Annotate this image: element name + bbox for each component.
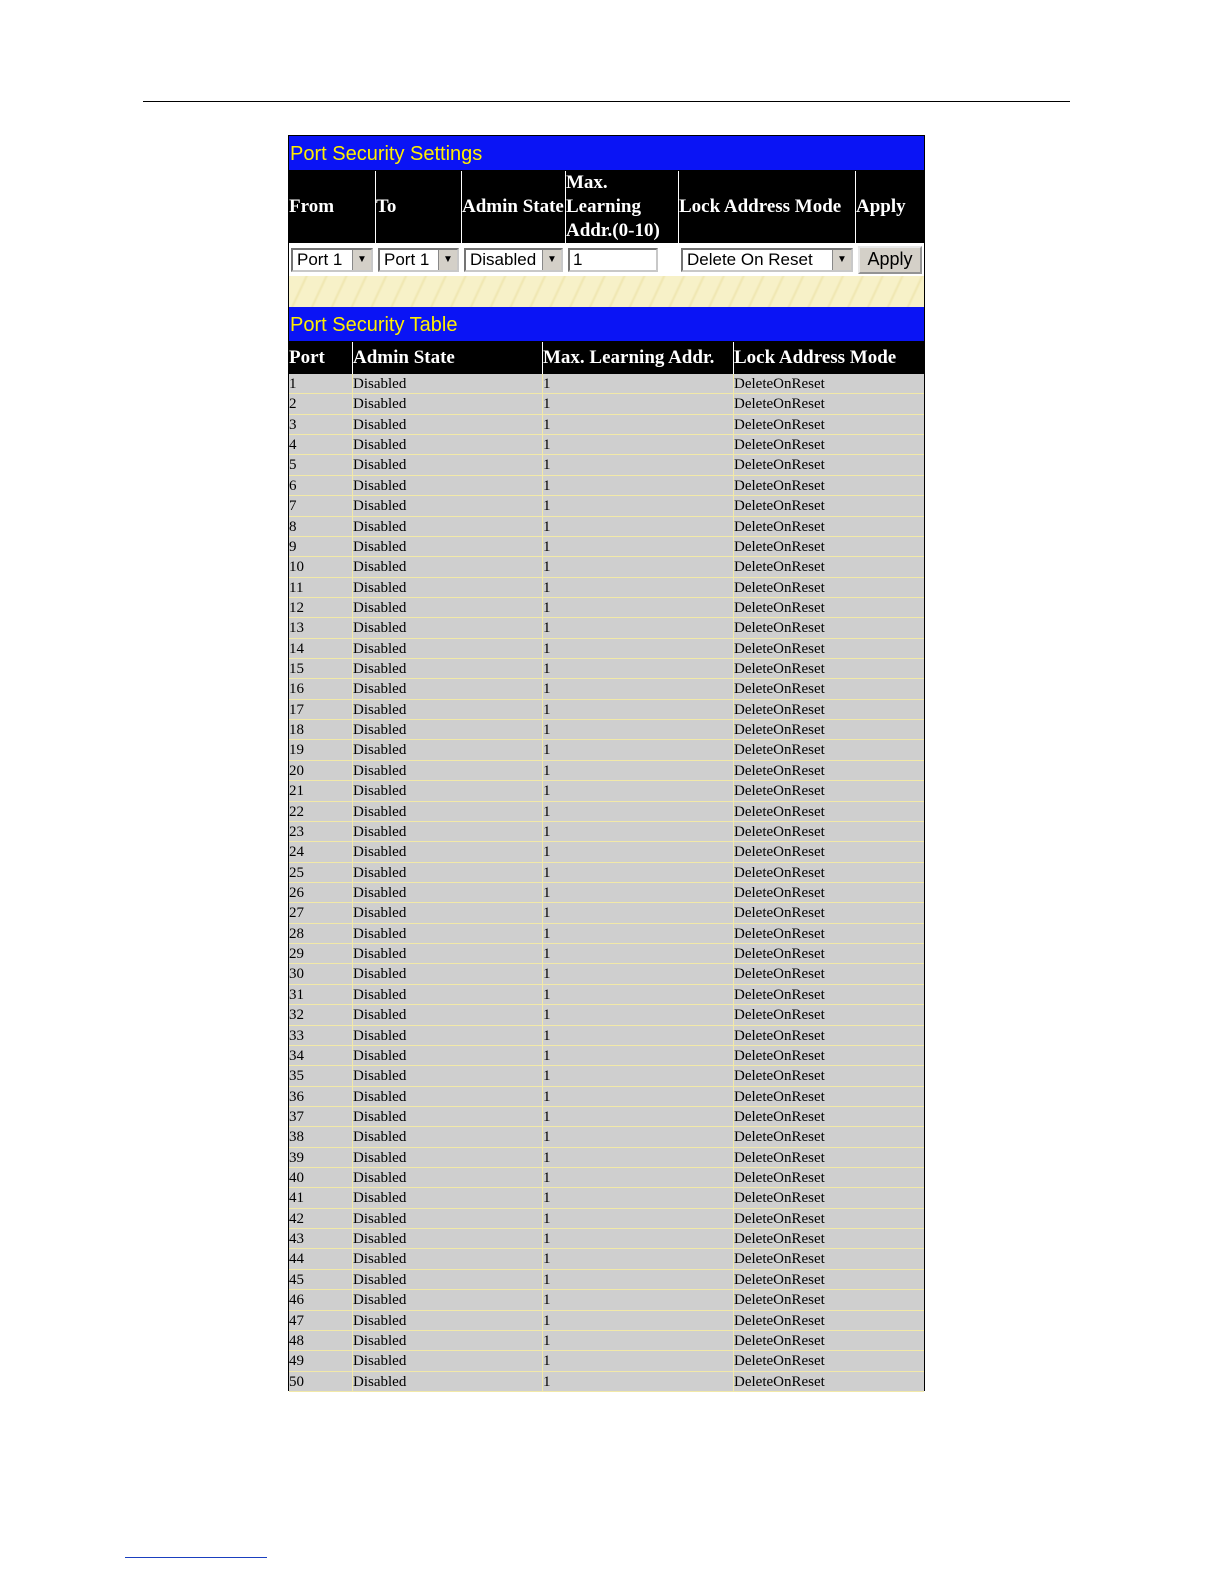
port-cell: 13 bbox=[289, 618, 353, 638]
lock-mode-cell: DeleteOnReset bbox=[734, 496, 924, 516]
from-port-select[interactable] bbox=[291, 248, 373, 272]
max-learning-cell: 1 bbox=[543, 1249, 734, 1269]
admin-state-value: Disabled bbox=[470, 249, 537, 269]
max-learning-cell: 1 bbox=[543, 1107, 734, 1127]
max-learning-cell: 1 bbox=[543, 863, 734, 883]
admin-state-cell: Disabled bbox=[353, 1331, 543, 1351]
table-row bbox=[289, 781, 924, 801]
max-learning-cell: 1 bbox=[543, 1005, 734, 1025]
table-row bbox=[289, 1066, 924, 1086]
to-port-value: Port 1 bbox=[384, 249, 430, 269]
admin-state-cell: Disabled bbox=[353, 1046, 543, 1066]
lock-mode-cell: DeleteOnReset bbox=[734, 1372, 924, 1392]
port-cell: 9 bbox=[289, 537, 353, 557]
lock-mode-cell: DeleteOnReset bbox=[734, 557, 924, 577]
max-learning-cell: 1 bbox=[543, 944, 734, 964]
lock-mode-cell: DeleteOnReset bbox=[734, 903, 924, 923]
max-learning-cell: 1 bbox=[543, 903, 734, 923]
admin-state-cell: Disabled bbox=[353, 1188, 543, 1208]
lock-mode-cell: DeleteOnReset bbox=[734, 1046, 924, 1066]
table-row bbox=[289, 1290, 924, 1310]
table-row bbox=[289, 496, 924, 516]
max-learning-cell: 1 bbox=[543, 455, 734, 475]
admin-state-cell: Disabled bbox=[353, 537, 543, 557]
lock-mode-cell: DeleteOnReset bbox=[734, 659, 924, 679]
port-header: Port bbox=[289, 342, 353, 374]
max-learning-cell: 1 bbox=[543, 537, 734, 557]
table-row bbox=[289, 903, 924, 923]
admin-state-cell: Disabled bbox=[353, 842, 543, 862]
admin-state-cell: Disabled bbox=[353, 1168, 543, 1188]
admin-state-cell: Disabled bbox=[353, 700, 543, 720]
lock-mode-cell: DeleteOnReset bbox=[734, 455, 924, 475]
admin-state-cell: Disabled bbox=[353, 598, 543, 618]
max-learning-cell: 1 bbox=[543, 374, 734, 394]
port-cell: 25 bbox=[289, 863, 353, 883]
admin-state-cell: Disabled bbox=[353, 802, 543, 822]
table-row bbox=[289, 1209, 924, 1229]
from-header: From bbox=[289, 171, 376, 243]
port-cell: 12 bbox=[289, 598, 353, 618]
lock-mode-cell: DeleteOnReset bbox=[734, 924, 924, 944]
admin-state-cell: Disabled bbox=[353, 476, 543, 496]
admin-state-cell: Disabled bbox=[353, 1290, 543, 1310]
table-row bbox=[289, 1046, 924, 1066]
to-header: To bbox=[376, 171, 462, 243]
lock-mode-cell: DeleteOnReset bbox=[734, 415, 924, 435]
port-cell: 39 bbox=[289, 1148, 353, 1168]
table-row bbox=[289, 822, 924, 842]
port-cell: 28 bbox=[289, 924, 353, 944]
max-learning-cell: 1 bbox=[543, 1026, 734, 1046]
port-cell: 49 bbox=[289, 1351, 353, 1371]
lock-mode-cell: DeleteOnReset bbox=[734, 1229, 924, 1249]
max-learning-cell: 1 bbox=[543, 1188, 734, 1208]
max-learning-cell: 1 bbox=[543, 639, 734, 659]
lock-mode-cell: DeleteOnReset bbox=[734, 1331, 924, 1351]
max-learning-cell: 1 bbox=[543, 394, 734, 414]
lock-mode-cell: DeleteOnReset bbox=[734, 517, 924, 537]
admin-state-cell: Disabled bbox=[353, 781, 543, 801]
table-row bbox=[289, 1087, 924, 1107]
lock-mode-cell: DeleteOnReset bbox=[734, 1148, 924, 1168]
lock-mode-cell: DeleteOnReset bbox=[734, 374, 924, 394]
port-cell: 33 bbox=[289, 1026, 353, 1046]
admin-state-cell bbox=[462, 248, 566, 272]
port-cell: 48 bbox=[289, 1331, 353, 1351]
port-cell: 7 bbox=[289, 496, 353, 516]
admin-state-cell: Disabled bbox=[353, 1229, 543, 1249]
lock-mode-cell: DeleteOnReset bbox=[734, 639, 924, 659]
port-cell: 43 bbox=[289, 1229, 353, 1249]
chevron-down-icon[interactable]: ▼ bbox=[542, 250, 561, 270]
lock-mode-cell: DeleteOnReset bbox=[734, 476, 924, 496]
lock-mode-value: Delete On Reset bbox=[687, 249, 813, 269]
port-cell: 31 bbox=[289, 985, 353, 1005]
table-row bbox=[289, 1107, 924, 1127]
admin-state-cell: Disabled bbox=[353, 659, 543, 679]
port-security-table-body bbox=[289, 374, 924, 1392]
lock-mode-cell: DeleteOnReset bbox=[734, 842, 924, 862]
max-learning-cell: 1 bbox=[543, 842, 734, 862]
apply-button[interactable]: Apply bbox=[858, 246, 922, 274]
table-row bbox=[289, 1351, 924, 1371]
max-learning-cell: 1 bbox=[543, 720, 734, 740]
port-cell: 27 bbox=[289, 903, 353, 923]
lock-mode-cell: DeleteOnReset bbox=[734, 1005, 924, 1025]
max-learning-cell: 1 bbox=[543, 1066, 734, 1086]
port-cell: 2 bbox=[289, 394, 353, 414]
table-row bbox=[289, 842, 924, 862]
admin-state-cell: Disabled bbox=[353, 435, 543, 455]
lock-mode-cell: DeleteOnReset bbox=[734, 1249, 924, 1269]
admin-state-cell: Disabled bbox=[353, 394, 543, 414]
max-learning-cell: 1 bbox=[543, 1351, 734, 1371]
port-cell: 32 bbox=[289, 1005, 353, 1025]
max-learning-cell: 1 bbox=[543, 1270, 734, 1290]
max-learning-cell: 1 bbox=[543, 476, 734, 496]
port-cell: 47 bbox=[289, 1311, 353, 1331]
port-cell: 36 bbox=[289, 1087, 353, 1107]
admin-state-cell: Disabled bbox=[353, 496, 543, 516]
table-row bbox=[289, 415, 924, 435]
lock-mode-select[interactable] bbox=[681, 248, 853, 272]
header-rule bbox=[143, 101, 1070, 102]
table-row bbox=[289, 700, 924, 720]
table-row bbox=[289, 618, 924, 638]
port-cell: 1 bbox=[289, 374, 353, 394]
admin-state-cell: Disabled bbox=[353, 1087, 543, 1107]
lock-mode-cell: DeleteOnReset bbox=[734, 537, 924, 557]
max-learning-cell: 1 bbox=[543, 822, 734, 842]
max-learning-cell: 1 bbox=[543, 924, 734, 944]
lock-mode-column-header: Lock Address Mode bbox=[734, 347, 897, 368]
max-learning-cell: 1 bbox=[543, 578, 734, 598]
lock-mode-cell: DeleteOnReset bbox=[734, 1066, 924, 1086]
max-learning-cell: 1 bbox=[543, 1148, 734, 1168]
table-row bbox=[289, 883, 924, 903]
lock-mode-cell: DeleteOnReset bbox=[734, 883, 924, 903]
lock-mode-cell: DeleteOnReset bbox=[734, 863, 924, 883]
max-learning-cell: 1 bbox=[543, 761, 734, 781]
admin-state-cell: Disabled bbox=[353, 1209, 543, 1229]
admin-state-cell: Disabled bbox=[353, 924, 543, 944]
table-row bbox=[289, 740, 924, 760]
lock-mode-cell: DeleteOnReset bbox=[734, 578, 924, 598]
table-row bbox=[289, 1229, 924, 1249]
apply-cell bbox=[856, 246, 924, 274]
lock-mode-cell: DeleteOnReset bbox=[734, 618, 924, 638]
admin-state-cell: Disabled bbox=[353, 415, 543, 435]
admin-state-cell: Disabled bbox=[353, 985, 543, 1005]
port-cell: 18 bbox=[289, 720, 353, 740]
lock-mode-cell: DeleteOnReset bbox=[734, 944, 924, 964]
max-learning-cell: 1 bbox=[543, 1127, 734, 1147]
admin-state-cell: Disabled bbox=[353, 1005, 543, 1025]
table-row bbox=[289, 985, 924, 1005]
port-cell: 45 bbox=[289, 1270, 353, 1290]
lock-mode-cell: DeleteOnReset bbox=[734, 802, 924, 822]
port-security-panel bbox=[288, 135, 925, 1391]
admin-state-cell: Disabled bbox=[353, 1148, 543, 1168]
lock-mode-cell: DeleteOnReset bbox=[734, 679, 924, 699]
max-learning-cell: 1 bbox=[543, 740, 734, 760]
table-row bbox=[289, 863, 924, 883]
max-learning-cell: 1 bbox=[543, 1229, 734, 1249]
lock-mode-cell: DeleteOnReset bbox=[734, 1107, 924, 1127]
max-learning-cell: 1 bbox=[543, 517, 734, 537]
admin-state-cell: Disabled bbox=[353, 720, 543, 740]
table-row bbox=[289, 394, 924, 414]
port-cell: 4 bbox=[289, 435, 353, 455]
lock-mode-cell: DeleteOnReset bbox=[734, 1026, 924, 1046]
table-row bbox=[289, 761, 924, 781]
lock-mode-cell: DeleteOnReset bbox=[734, 1311, 924, 1331]
max-learning-cell: 1 bbox=[543, 1168, 734, 1188]
lock-mode-cell: DeleteOnReset bbox=[734, 822, 924, 842]
table-row bbox=[289, 476, 924, 496]
max-learning-cell: 1 bbox=[543, 618, 734, 638]
max-learning-cell: 1 bbox=[543, 1209, 734, 1229]
admin-state-cell: Disabled bbox=[353, 964, 543, 984]
port-cell: 10 bbox=[289, 557, 353, 577]
lock-mode-cell: DeleteOnReset bbox=[734, 1351, 924, 1371]
table-row bbox=[289, 578, 924, 598]
lock-mode-cell: DeleteOnReset bbox=[734, 781, 924, 801]
lock-mode-cell: DeleteOnReset bbox=[734, 985, 924, 1005]
to-cell bbox=[376, 248, 462, 272]
admin-state-cell: Disabled bbox=[353, 1372, 543, 1392]
admin-state-cell: Disabled bbox=[353, 1249, 543, 1269]
port-cell: 16 bbox=[289, 679, 353, 699]
port-cell: 6 bbox=[289, 476, 353, 496]
lock-mode-cell: DeleteOnReset bbox=[734, 394, 924, 414]
port-cell: 40 bbox=[289, 1168, 353, 1188]
table-row bbox=[289, 1372, 924, 1392]
to-port-select[interactable] bbox=[378, 248, 459, 272]
admin-state-cell: Disabled bbox=[353, 679, 543, 699]
admin-state-cell: Disabled bbox=[353, 557, 543, 577]
max-learning-cell: 1 bbox=[543, 679, 734, 699]
settings-header-row bbox=[289, 171, 924, 243]
port-cell: 44 bbox=[289, 1249, 353, 1269]
table-row bbox=[289, 639, 924, 659]
port-cell: 38 bbox=[289, 1127, 353, 1147]
port-cell: 46 bbox=[289, 1290, 353, 1310]
table-row bbox=[289, 1188, 924, 1208]
port-cell: 50 bbox=[289, 1372, 353, 1392]
table-row bbox=[289, 374, 924, 394]
table-row bbox=[289, 1127, 924, 1147]
settings-title: Port Security Settings bbox=[289, 136, 924, 171]
admin-state-cell: Disabled bbox=[353, 1026, 543, 1046]
port-cell: 41 bbox=[289, 1188, 353, 1208]
lock-mode-cell: DeleteOnReset bbox=[734, 1188, 924, 1208]
table-row bbox=[289, 720, 924, 740]
lock-mode-cell: DeleteOnReset bbox=[734, 435, 924, 455]
admin-state-cell: Disabled bbox=[353, 1351, 543, 1371]
table-title: Port Security Table bbox=[289, 307, 924, 342]
lock-mode-cell: DeleteOnReset bbox=[734, 598, 924, 618]
lock-mode-cell: DeleteOnReset bbox=[734, 720, 924, 740]
admin-state-cell: Disabled bbox=[353, 1127, 543, 1147]
table-header-row bbox=[289, 342, 924, 374]
port-cell: 5 bbox=[289, 455, 353, 475]
port-cell: 21 bbox=[289, 781, 353, 801]
admin-state-cell: Disabled bbox=[353, 639, 543, 659]
admin-state-cell: Disabled bbox=[353, 740, 543, 760]
table-row bbox=[289, 537, 924, 557]
table-row bbox=[289, 455, 924, 475]
max-learning-header: Max. Learning Addr.(0-10) bbox=[566, 171, 679, 243]
admin-state-cell: Disabled bbox=[353, 455, 543, 475]
max-learning-cell: 1 bbox=[543, 1290, 734, 1310]
admin-state-cell: Disabled bbox=[353, 761, 543, 781]
admin-state-cell: Disabled bbox=[353, 578, 543, 598]
admin-state-header: Admin State bbox=[462, 171, 566, 243]
port-cell: 15 bbox=[289, 659, 353, 679]
admin-state-cell: Disabled bbox=[353, 1311, 543, 1331]
from-cell bbox=[289, 248, 376, 272]
admin-state-cell: Disabled bbox=[353, 822, 543, 842]
admin-state-cell: Disabled bbox=[353, 1107, 543, 1127]
port-cell: 26 bbox=[289, 883, 353, 903]
max-learning-cell: 1 bbox=[543, 659, 734, 679]
max-learning-cell: 1 bbox=[543, 700, 734, 720]
admin-state-cell: Disabled bbox=[353, 944, 543, 964]
lock-mode-cell: DeleteOnReset bbox=[734, 1168, 924, 1188]
lock-mode-cell: DeleteOnReset bbox=[734, 964, 924, 984]
max-learning-cell: 1 bbox=[543, 1046, 734, 1066]
lock-mode-cell: DeleteOnReset bbox=[734, 700, 924, 720]
port-cell: 3 bbox=[289, 415, 353, 435]
max-learning-cell: 1 bbox=[543, 1372, 734, 1392]
table-row bbox=[289, 557, 924, 577]
table-row bbox=[289, 435, 924, 455]
max-learning-cell: 1 bbox=[543, 1087, 734, 1107]
admin-state-column-header: Admin State bbox=[353, 342, 543, 374]
admin-state-select[interactable] bbox=[464, 248, 563, 272]
table-row bbox=[289, 1331, 924, 1351]
table-row bbox=[289, 659, 924, 679]
table-row bbox=[289, 1005, 924, 1025]
lock-mode-header: Lock Address Mode bbox=[679, 171, 856, 243]
port-cell: 17 bbox=[289, 700, 353, 720]
footer-link-rule bbox=[125, 1557, 267, 1558]
lock-mode-cell: DeleteOnReset bbox=[734, 1270, 924, 1290]
port-cell: 11 bbox=[289, 578, 353, 598]
chevron-down-icon[interactable]: ▼ bbox=[438, 250, 457, 270]
port-cell: 29 bbox=[289, 944, 353, 964]
table-row bbox=[289, 1148, 924, 1168]
port-cell: 19 bbox=[289, 740, 353, 760]
lock-mode-cell bbox=[679, 248, 856, 272]
table-row bbox=[289, 1249, 924, 1269]
max-learning-cell: 1 bbox=[543, 435, 734, 455]
port-cell: 24 bbox=[289, 842, 353, 862]
admin-state-cell: Disabled bbox=[353, 517, 543, 537]
table-row bbox=[289, 679, 924, 699]
port-cell: 34 bbox=[289, 1046, 353, 1066]
lock-mode-cell: DeleteOnReset bbox=[734, 740, 924, 760]
max-learning-cell: 1 bbox=[543, 985, 734, 1005]
admin-state-cell: Disabled bbox=[353, 1270, 543, 1290]
table-row bbox=[289, 944, 924, 964]
admin-state-cell: Disabled bbox=[353, 863, 543, 883]
max-learning-column-header: Max. Learning Addr. bbox=[543, 342, 734, 374]
port-cell: 23 bbox=[289, 822, 353, 842]
max-learning-cell: 1 bbox=[543, 802, 734, 822]
lock-mode-cell: DeleteOnReset bbox=[734, 1290, 924, 1310]
admin-state-cell: Disabled bbox=[353, 1066, 543, 1086]
max-learning-cell: 1 bbox=[543, 1331, 734, 1351]
max-learning-cell: 1 bbox=[543, 964, 734, 984]
divider-band bbox=[289, 276, 924, 307]
admin-state-cell: Disabled bbox=[353, 618, 543, 638]
lock-mode-cell: DeleteOnReset bbox=[734, 1087, 924, 1107]
port-cell: 35 bbox=[289, 1066, 353, 1086]
max-learning-cell bbox=[566, 248, 679, 272]
max-learning-cell: 1 bbox=[543, 1311, 734, 1331]
port-cell: 22 bbox=[289, 802, 353, 822]
port-cell: 20 bbox=[289, 761, 353, 781]
port-cell: 30 bbox=[289, 964, 353, 984]
max-learning-cell: 1 bbox=[543, 496, 734, 516]
admin-state-cell: Disabled bbox=[353, 374, 543, 394]
chevron-down-icon[interactable]: ▼ bbox=[832, 250, 851, 270]
port-cell: 8 bbox=[289, 517, 353, 537]
port-cell: 14 bbox=[289, 639, 353, 659]
table-row bbox=[289, 802, 924, 822]
lock-mode-cell: DeleteOnReset bbox=[734, 1209, 924, 1229]
settings-input-row bbox=[289, 243, 924, 276]
max-learning-cell: 1 bbox=[543, 598, 734, 618]
table-row bbox=[289, 517, 924, 537]
max-learning-cell: 1 bbox=[543, 415, 734, 435]
table-row bbox=[289, 1026, 924, 1046]
lock-mode-cell: DeleteOnReset bbox=[734, 761, 924, 781]
admin-state-cell: Disabled bbox=[353, 903, 543, 923]
admin-state-cell: Disabled bbox=[353, 883, 543, 903]
max-learning-cell: 1 bbox=[543, 557, 734, 577]
port-cell: 37 bbox=[289, 1107, 353, 1127]
max-learning-cell: 1 bbox=[543, 883, 734, 903]
from-port-value: Port 1 bbox=[297, 249, 343, 269]
table-row bbox=[289, 1311, 924, 1331]
port-cell: 42 bbox=[289, 1209, 353, 1229]
chevron-down-icon[interactable]: ▼ bbox=[352, 250, 371, 270]
max-learning-cell: 1 bbox=[543, 781, 734, 801]
table-row bbox=[289, 1168, 924, 1188]
table-row bbox=[289, 924, 924, 944]
table-row bbox=[289, 1270, 924, 1290]
table-row bbox=[289, 964, 924, 984]
max-learning-input[interactable]: 1 bbox=[568, 248, 658, 272]
apply-header: Apply bbox=[856, 171, 924, 243]
lock-mode-cell: DeleteOnReset bbox=[734, 1127, 924, 1147]
table-row bbox=[289, 598, 924, 618]
